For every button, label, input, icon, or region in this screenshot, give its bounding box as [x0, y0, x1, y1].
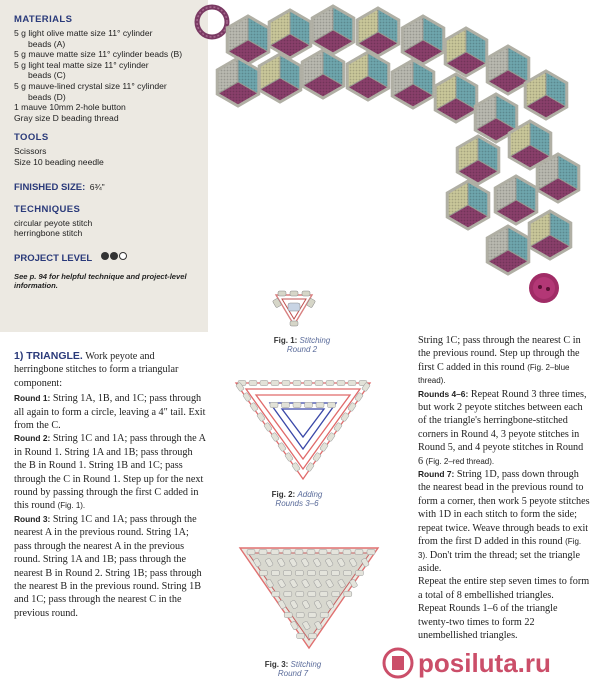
instructions-column-2 [418, 334, 590, 642]
round1-text: String 1A, 1B, and 1C; pass through all again to form a circle, leaving a 4" tail. Exit from the C. [14, 393, 206, 432]
materials-sidebar [0, 0, 208, 332]
materials-item: 5 g mauve-lined crystal size 11° cylinder [14, 80, 167, 91]
fig2-label: Fig. 2: [271, 490, 296, 499]
project-level-heading: PROJECT LEVEL [14, 252, 93, 264]
round3-text: String 1C and 1A; pass through the nearest A in the previous round. String 1A; pass through the nearest A in the previous round. String 1A and 1B; pass through the nearest B in Round 2. String 1B; pass through the nearest B in the previous round. String 1B and 1C; pass through the nearest C in the previous round. [14, 513, 202, 619]
site-watermark [380, 638, 580, 688]
continued-text: String 1C; pass through the nearest C in the previous round. Step up through the first C added in this round [418, 335, 581, 373]
instructions-column-1 [14, 350, 206, 620]
project-level-dots-icon [101, 252, 127, 260]
figure-3-caption [258, 660, 328, 678]
step-intro: Work peyote and herringbone stitches to form a triangular component: [14, 351, 179, 389]
fig1-sub: Round 2 [286, 345, 318, 354]
watermark-logo-icon [384, 649, 412, 677]
fig-reference: (Fig. 2–blue thread). [418, 362, 570, 386]
round7-end: Don't trim the thread; set the triangle aside. [418, 549, 580, 574]
round-label: Round 7: [418, 469, 455, 480]
materials-item: Gray size D beading thread [14, 112, 119, 123]
finished-size-value: 6¾" [89, 181, 105, 192]
materials-item: 5 g mauve matte size 11° cylinder beads (B) [14, 49, 183, 60]
figure-1-diagram [264, 285, 324, 335]
fig3-sub: Round 7 [277, 669, 309, 678]
fig3-label: Fig. 3: [264, 660, 289, 669]
figure-3-diagram [234, 540, 384, 652]
materials-item: beads (C) [28, 70, 66, 81]
techniques-heading: TECHNIQUES [14, 203, 81, 215]
round2-text: String 1C and 1A; pass through the A in Round 1. String 1A and 1B; pass through the B in Round 1. String 1B and 1C; pass through the C in Round 1. Step up for the next round by passing through the first C added in this round [14, 433, 206, 512]
round-label: Round 2: [14, 433, 51, 444]
fig1-label: Fig. 1: [273, 336, 298, 345]
fig-reference: (Fig. 3). [418, 537, 582, 560]
rounds46-text: Repeat Round 3 three times, but work 2 peyote stitches between each of the triangle's herringbone-stitched corners in Round 4, 3 peyote stitches in Round 5, and 4 peyote stitches in Round 6 [418, 388, 587, 467]
round-label: Round 3: [14, 513, 51, 524]
figure-2-diagram [228, 375, 378, 485]
fig1-title: Stitching [299, 336, 331, 345]
figure-2-caption [262, 490, 332, 508]
round7-text: String 1D, pass down through the nearest bead in the previous round to form a corner, then work 5 peyote stitches with 1D in each stitch to form the side; repeat twice. Weave through beads to exit from the first D added in this round [418, 469, 590, 548]
round-label: Round 1: [14, 393, 51, 404]
materials-item: 1 mauve 10mm 2-hole button [14, 102, 126, 113]
technique-item: circular peyote stitch [14, 217, 93, 228]
round-label: Rounds 4–6: [418, 388, 469, 399]
tools-item: Scissors [14, 146, 47, 157]
technique-item: herringbone stitch [14, 228, 83, 239]
fig-reference: (Fig. 2–red thread). [425, 456, 495, 466]
bracelet-photo [178, 0, 591, 320]
watermark-text: posiluta.ru [418, 648, 551, 678]
materials-item: beads (A) [28, 38, 66, 49]
materials-item: beads (D) [28, 91, 66, 102]
tools-heading: TOOLS [14, 132, 49, 144]
materials-item: 5 g light teal matte size 11° cylinder [14, 59, 149, 70]
step-title: 1) TRIANGLE. [14, 350, 83, 362]
repeat-text: Repeat the entire step seven times to form a total of 8 embellished triangles. [418, 576, 590, 601]
fig3-title: Stitching [290, 660, 322, 669]
fig2-title: Adding [297, 490, 323, 499]
materials-heading: MATERIALS [14, 14, 73, 25]
project-level-note: See p. 94 for helpful technique and project-level information. [14, 271, 187, 291]
finished-size-label: FINISHED SIZE: [14, 181, 86, 193]
fig-reference: (Fig. 1). [57, 501, 86, 511]
tools-item: Size 10 beading needle [14, 156, 104, 167]
repeat-text: Repeat Rounds 1–6 of the triangle twenty-two times to form 22 unembellished triangles. [418, 603, 558, 641]
materials-item: 5 g light olive matte size 11° cylinder [14, 28, 153, 38]
fig2-sub: Rounds 3–6 [275, 499, 319, 508]
figure-1-caption [262, 336, 342, 354]
